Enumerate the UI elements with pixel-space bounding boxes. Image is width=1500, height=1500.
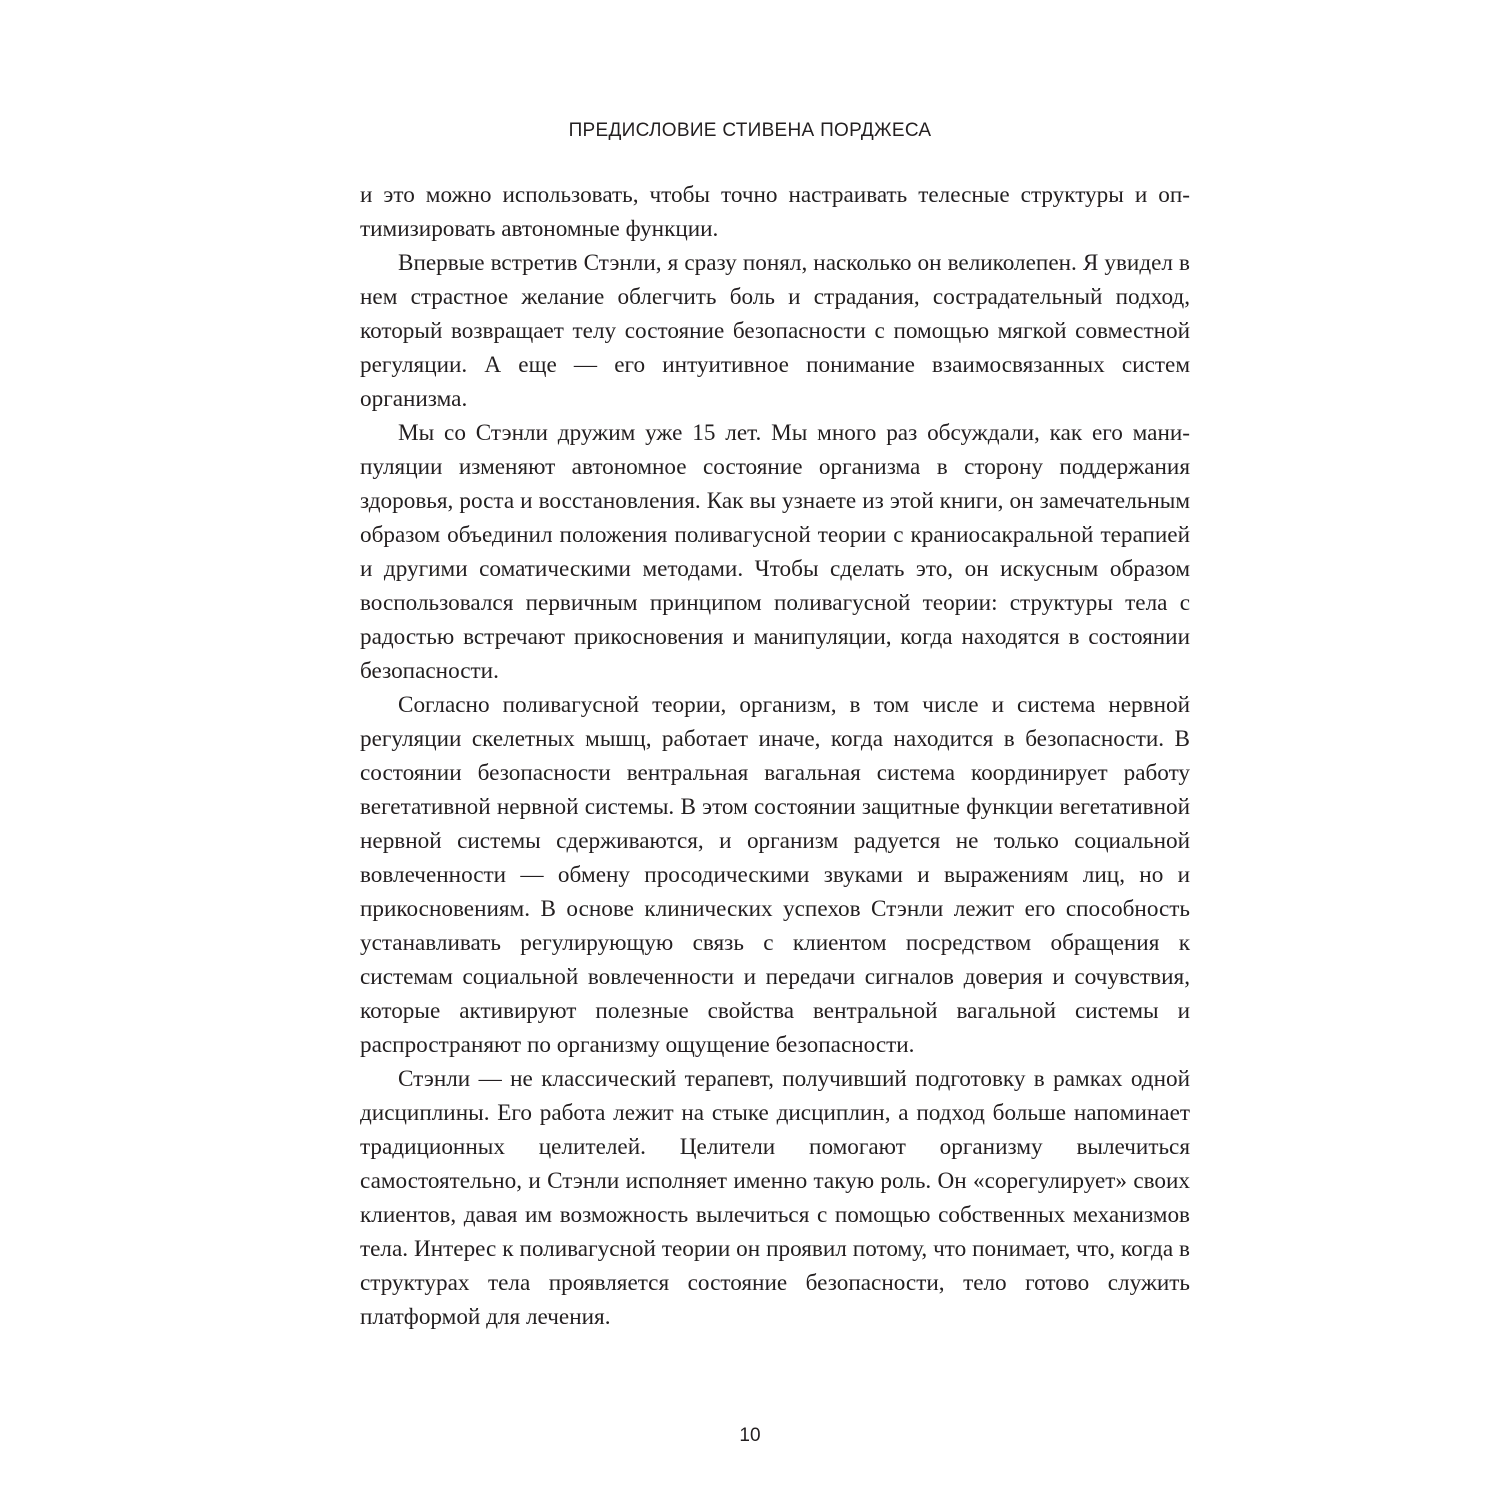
paragraph-1: и это можно использовать, чтобы точно настраивать телесные структуры и оптимизировать автономные функции. (360, 182, 1190, 242)
paragraph-3: Мы со Стэнли дружим уже 15 лет. Мы много раз обсуждали, как его манипуляции изменяют автономное состояние организма в сторону поддержания здоровья, роста и восстановления. Как вы узнаете из этой книги, он замечательным образом объединил положения поливагусной теории с краниосакральной терапией и другими соматическими методами. Чтобы сделать это, он искусным образом воспользовался первичным принципом поливагусной теории: структуры тела с радостью встречают прикосновения и манипуляции, когда находятся в состоянии безопасности. (360, 420, 1190, 684)
page-number: 10 (739, 1425, 761, 1446)
paragraph-5: Стэнли — не классический терапевт, получивший подготовку в рамках одной дисциплины. Его работа лежит на стыке дисциплин, а подход больше напоминает традиционных целителей. Целители помогают организму вылечиться самостоятельно, и Стэнли исполняет именно такую роль. Он «сорегулирует» своих клиентов, давая им возможность вылечиться с помощью собственных механизмов тела. Интерес к поливагусной теории он проявил потому, что понимает, что, когда в структурах тела проявляется состояние безопасности, тело готово служить платформой для лечения. (360, 1066, 1190, 1330)
paragraph-4: Согласно поливагусной теории, организм, в том числе и система нервной регуляции скелетных мышц, работает иначе, когда находится в безопасности. В состоянии безопасности вентральная вагальная система координирует работу вегетативной нервной системы. В этом состоянии защитные функции вегетативной нервной системы сдерживаются, и организм радуется не только социальной вовлеченности — обмену просодическими звуками и выражениям лиц, но и прикосновениям. В основе клинических успехов Стэнли лежит его способность устанавливать регулирующую связь с клиентом посредством обращения к системам социальной вовлеченности и передачи сигналов доверия и сочувствия, которые активируют полезные свойства вентральной вагальной системы и распространяют по организму ощущение безопасности. (360, 692, 1190, 1058)
running-head: ПРЕДИСЛОВИЕ СТИВЕНА ПОРДЖЕСА (568, 120, 932, 141)
paragraph-2: Впервые встретив Стэнли, я сразу понял, насколько он великолепен. Я увидел в нем страстное желание облегчить боль и страдания, сострадательный подход, который возвращает телу состояние безопасности с помощью мягкой совместной регуляции. А еще — его интуитивное понимание взаимосвязанных систем организма. (360, 250, 1190, 412)
body-text (360, 178, 1190, 1334)
